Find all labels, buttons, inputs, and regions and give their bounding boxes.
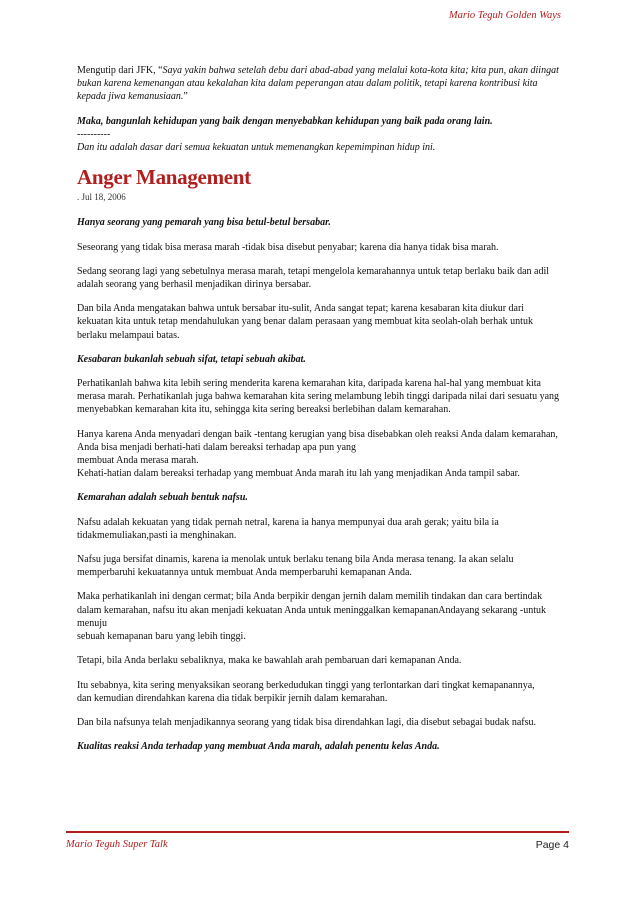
footer-divider (66, 831, 569, 833)
paragraph-11: Dan bila nafsunya telah menjadikannya seorang yang tidak bisa direndahkan lagi, dia disebut sebagai budak nafsu. (77, 716, 537, 728)
closing-line: Dan itu adalah dasar dari semua kekuatan untuk memenangkan kepemimpinan hidup ini. (77, 142, 436, 154)
article-title: Anger Management (77, 165, 251, 190)
paragraph-1: Seseorang yang tidak bisa merasa marah -tidak bisa disebut penyabar; karena dia hanya tidak bisa marah. (77, 241, 499, 253)
quote-prefix: Mengutip dari JFK, “ (77, 65, 163, 76)
paragraph-7: Nafsu juga bersifat dinamis, karena ia menolak untuk berlaku tenang bila Anda merasa tenang. Ia akan selalu memperbaruhi kekuatannya untuk membuat Anda memperbaruhi kemapanan Anda. (77, 554, 514, 579)
paragraph-10-line-a: Itu sebabnya, kita sering menyaksikan seorang berkedudukan tinggi yang terlontarkan dari tingkat kemapanannya, (77, 679, 535, 691)
dash-separator: ---------- (77, 128, 111, 140)
page-number: Page 4 (535, 839, 569, 851)
page-content (77, 64, 561, 764)
jfk-quote-paragraph (77, 64, 561, 104)
paragraph-2: Sedang seorang lagi yang sebetulnya merasa marah, tetapi mengelola kemarahannya untuk tetap berlaku baik dan adil adalah seorang yang berhasil menjadikan dirinya bersabar. (77, 265, 550, 291)
paragraph-5 (77, 428, 561, 481)
paragraph-3: Dan bila Anda mengatakan bahwa untuk bersabar itu-sulit, Anda sangat tepat; karena kesabaran kita diukur dari kekuatan kita untuk tetap mendahulukan yang benar dalam perasaan yang membuat kita seolah-olah berhak untuk berlaku melampaui batas. (77, 303, 533, 341)
footer-book-title: Mario Teguh Super Talk (66, 839, 168, 850)
section-heading-3: Kemarahan adalah sebuah bentuk nafsu. (77, 492, 248, 504)
paragraph-8-line-b: sebuah kemapanan baru yang lebih tinggi. (77, 631, 246, 643)
section-heading-4: Kualitas reaksi Anda terhadap yang membuat Anda marah, adalah penentu kelas Anda. (77, 741, 440, 753)
quote-suffix: ” (183, 91, 188, 103)
section-heading-1: Hanya seorang yang pemarah yang bisa betul-betul bersabar. (77, 217, 331, 229)
paragraph-5-line-a: Hanya karena Anda menyadari dengan baik -tentang kerugian yang bisa disebabkan oleh reaksi Anda dalam kemarahan, Anda bisa menjadi berhati-hati dalam bereaksi terhadap apa pun yang (77, 428, 558, 453)
paragraph-10 (77, 679, 561, 705)
quote-text: Saya yakin bahwa setelah debu dari abad-abad yang melalui kota-kota kita; kita pun, akan diingat bukan karena kemenangan atau kekalahan kita dalam peperangan atau dalam politik, tetapi karena kontribusi kita kepada jiwa kemanusiaan. (77, 65, 559, 103)
running-header: Mario Teguh Golden Ways (448, 10, 561, 21)
paragraph-10-line-b: dan kemudian direndahkan karena dia tidak berpikir jernih dalam kemarahan. (77, 692, 388, 704)
paragraph-5-line-c: Kehati-hatian dalam bereaksi terhadap yang membuat Anda marah itu lah yang menjadikan Anda tampil sabar. (77, 468, 520, 480)
section-heading-2: Kesabaran bukanlah sebuah sifat, tetapi sebuah akibat. (77, 353, 306, 365)
paragraph-4: Perhatikanlah bahwa kita lebih sering menderita karena kemarahan kita, daripada karena hal-hal yang membuat kita merasa marah. Perhatikanlah juga bahwa kemarahan kita sering melambung lebih tinggi daripada nilai dari sesuatu yang menyebabkan kemarahan kita itu, sehingga kita sering bereaksi berlebihan dalam kemarahan. (77, 378, 560, 416)
bold-statement: Maka, bangunlah kehidupan yang baik dengan menyebabkan kehidupan yang baik pada orang lain. (77, 115, 493, 127)
paragraph-6: Nafsu adalah kekuatan yang tidak pernah netral, karena ia hanya mempunyai dua arah gerak; yaitu bila ia tidakmemuliakan,pasti ia menghinakan. (77, 516, 499, 541)
paragraph-9: Tetapi, bila Anda berlaku sebaliknya, maka ke bawahlah arah pembaruan dari kemapanan Anda. (77, 655, 462, 667)
paragraph-8-line-a: Maka perhatikanlah ini dengan cermat; bila Anda berpikir dengan jernih dalam memilih tindakan dan cara bertindak dalam kemarahan, nafsu itu akan menjadi kekuatan Anda untuk meninggalkan kemapananAndayang sekarang -untuk menuju (77, 591, 547, 629)
paragraph-5-line-b: membuat Anda merasa marah. (77, 455, 199, 467)
paragraph-8 (77, 590, 561, 643)
article-date: . Jul 18, 2006 (77, 192, 126, 203)
